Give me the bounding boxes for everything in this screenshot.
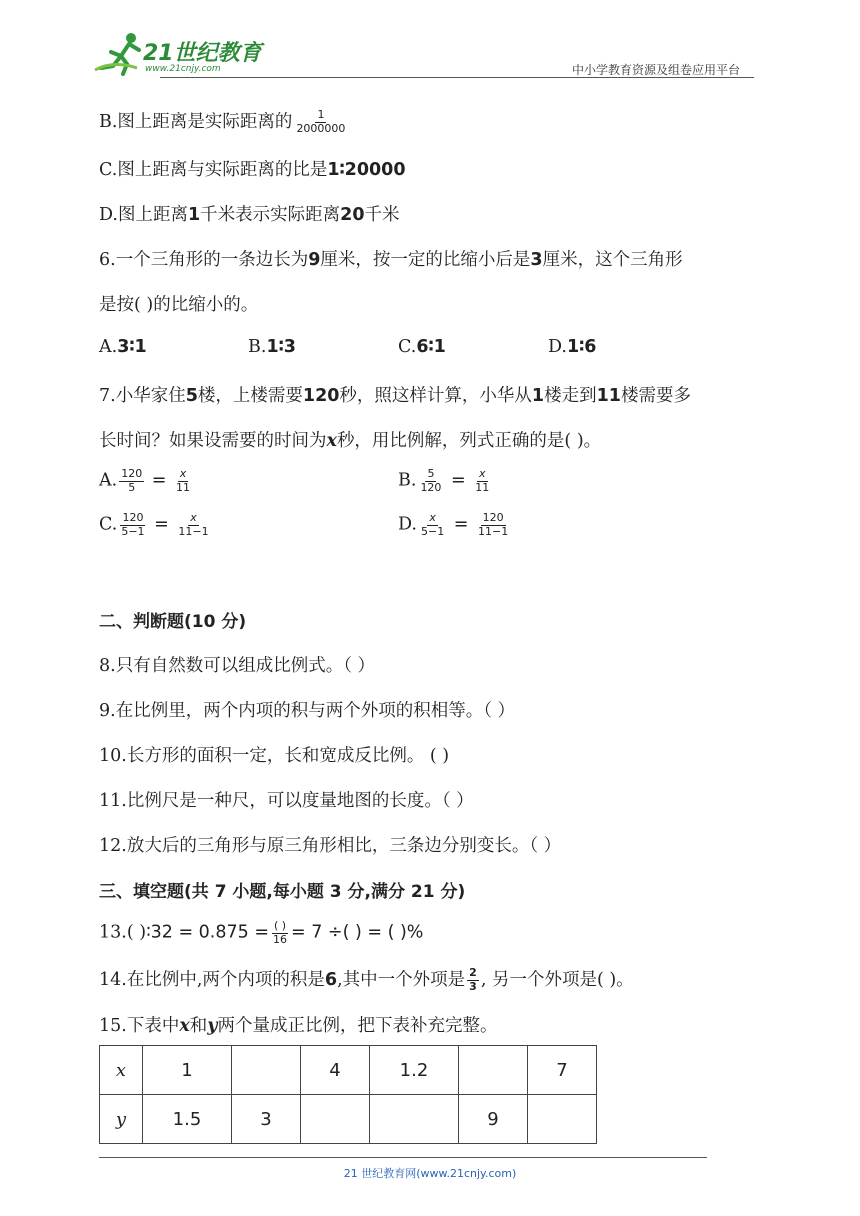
table-cell — [370, 1095, 459, 1144]
q6-option-d: D.1∶6 — [548, 337, 597, 357]
table-cell — [528, 1095, 597, 1144]
q6-option-a: A.3∶1 — [99, 337, 147, 357]
header-divider — [160, 77, 754, 78]
logo-text: 21世纪教育 — [143, 41, 262, 66]
table-row-x — [100, 1046, 597, 1095]
q14: 14.在比例中,两个内项的积是6,其中一个外项是 $\frac{2}{3}$ , 另一个外项是( )。 — [99, 966, 634, 993]
q6-option-b: B.1∶3 — [248, 337, 296, 357]
q7-option-d: D. $\frac{x}{5-1}$ = $\frac{120}{11-1}$ — [398, 511, 509, 538]
section2-title: 二、判断题(10 分) — [99, 612, 247, 632]
table-cell: 3 — [232, 1095, 301, 1144]
table-row-y — [100, 1095, 597, 1144]
footer-text: 21 世纪教育网(www.21cnjy.com) — [343, 1167, 517, 1180]
footer-divider — [99, 1157, 707, 1158]
fraction: $\frac{1}{2000000}$ — [296, 108, 346, 135]
q15-stem: 15.下表中x和y两个量成正比例，把下表补充完整。 — [99, 1016, 498, 1036]
table-cell — [301, 1095, 370, 1144]
table-cell: 1.5 — [143, 1095, 232, 1144]
q7-option-b: B. $\frac{5}{120}$ = $\frac{x}{11}$ — [398, 467, 490, 494]
table-cell: y — [100, 1095, 143, 1144]
logo-url: www.21cnjy.com — [145, 64, 221, 74]
table-cell: 1.2 — [370, 1046, 459, 1095]
proportion-table — [99, 1045, 597, 1144]
table-cell — [232, 1046, 301, 1095]
q7-stem-line1: 7.小华家住5楼，上楼需要120秒，照这样计算，小华从1楼走到11楼需要多 — [99, 386, 691, 406]
q5-option-d: D.图上距离1千米表示实际距离20千米 — [99, 205, 400, 225]
q6-stem-line2: 是按( )的比缩小的。 — [99, 295, 259, 315]
q7-option-c: C. $\frac{120}{5-1}$ = $\frac{x}{11-1}$ — [99, 511, 209, 538]
q7-stem-line2: 长时间？如果设需要的时间为x秒，用比例解，列式正确的是( )。 — [99, 431, 602, 451]
header-right-text: 中小学教育资源及组卷应用平台 — [572, 63, 741, 77]
q8: 8.只有自然数可以组成比例式。（ ） — [99, 656, 376, 676]
q11: 11.比例尺是一种尺，可以度量地图的长度。（ ） — [99, 791, 474, 811]
q5-option-c: C.图上距离与实际距离的比是1∶20000 — [99, 160, 406, 180]
q12: 12.放大后的三角形与原三角形相比，三条边分别变长。（ ） — [99, 836, 562, 856]
q13: 13.( )∶32 = 0.875 = $\frac{( )}{16}$ = 7 ÷( ) = ( )% — [99, 919, 424, 946]
table-cell: 9 — [459, 1095, 528, 1144]
logo — [93, 30, 263, 78]
q7-option-a: A. $\frac{120}{5}$ = $\frac{x}{11}$ — [99, 467, 191, 494]
q6-option-c: C.6∶1 — [398, 337, 446, 357]
section3-title: 三、填空题(共 7 小题,每小题 3 分,满分 21 分) — [99, 882, 466, 902]
table-cell: x — [100, 1046, 143, 1095]
q6-stem-line1: 6.一个三角形的一条边长为9厘米，按一定的比缩小后是3厘米，这个三角形 — [99, 250, 683, 270]
q5-option-b: B.图上距离是实际距离的 $\frac{1}{2000000}$ — [99, 108, 346, 135]
q9: 9.在比例里，两个内项的积与两个外项的积相等。（ ） — [99, 701, 516, 721]
table-cell: 7 — [528, 1046, 597, 1095]
table-cell: 1 — [143, 1046, 232, 1095]
q10: 10.长方形的面积一定，长和宽成反比例。 ( ) — [99, 746, 450, 766]
table-cell: 4 — [301, 1046, 370, 1095]
table-cell — [459, 1046, 528, 1095]
